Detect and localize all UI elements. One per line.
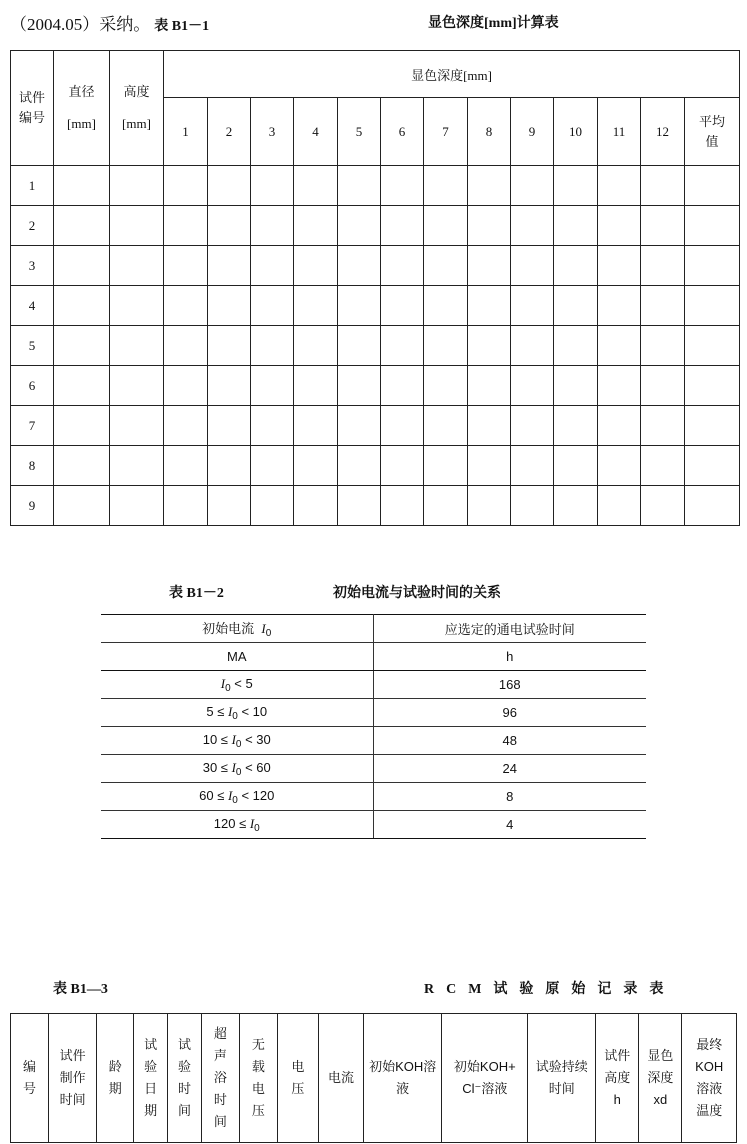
rcm-header-text: 超声浴时间 [213, 1026, 227, 1129]
empty-cell[interactable] [424, 286, 468, 326]
current-subscript: 0 [232, 710, 238, 722]
current-symbol: I [227, 787, 233, 803]
rcm-header-cell [168, 1014, 202, 1143]
empty-cell[interactable] [338, 326, 381, 366]
empty-cell[interactable] [641, 486, 685, 526]
rcm-header-cell [134, 1014, 168, 1143]
header-average-text: 平均值 [699, 113, 726, 149]
empty-cell[interactable] [598, 406, 641, 446]
empty-cell[interactable] [251, 446, 294, 486]
table3-label: 表 B1—3 [53, 982, 108, 997]
table-row [101, 811, 646, 839]
range-lower: 5 ≤ [206, 703, 228, 719]
range-lower: 30 ≤ [202, 759, 232, 775]
header-depth-col: 8 [468, 98, 511, 166]
empty-cell[interactable] [110, 366, 164, 406]
rcm-header-text: 无载电压 [251, 1037, 265, 1118]
empty-cell[interactable] [641, 166, 685, 206]
empty-cell[interactable] [110, 326, 164, 366]
current-symbol: I [261, 621, 266, 636]
header-diameter-label: 直径 [68, 84, 95, 99]
empty-cell[interactable] [54, 446, 110, 486]
current-subscript: 0 [254, 822, 260, 834]
table1-title: 显色深度[mm]计算表 [428, 16, 559, 31]
empty-cell[interactable] [511, 326, 554, 366]
empty-cell[interactable] [251, 246, 294, 286]
empty-cell[interactable] [468, 206, 511, 246]
empty-cell[interactable] [251, 326, 294, 366]
empty-cell[interactable] [381, 406, 424, 446]
table2-label: 表 B1－2 [169, 586, 224, 601]
table2-title: 初始电流与试验时间的关系 [333, 586, 501, 601]
empty-cell[interactable] [164, 486, 208, 526]
range-upper: < 120 [237, 787, 275, 803]
empty-cell[interactable] [511, 406, 554, 446]
empty-cell[interactable] [164, 206, 208, 246]
row-number: 5 [11, 326, 54, 366]
empty-cell[interactable] [294, 406, 338, 446]
empty-cell[interactable] [641, 246, 685, 286]
empty-cell[interactable] [164, 166, 208, 206]
empty-cell[interactable] [164, 246, 208, 286]
empty-cell[interactable] [110, 206, 164, 246]
empty-cell[interactable] [554, 206, 598, 246]
rcm-record-table [10, 1013, 737, 1143]
empty-cell[interactable] [54, 206, 110, 246]
table-row [11, 366, 740, 406]
rcm-header-row [11, 1014, 737, 1143]
current-symbol: I [231, 759, 236, 775]
empty-cell[interactable] [598, 286, 641, 326]
rcm-header-text: 试件高度h [604, 1048, 631, 1107]
rcm-header-text: 电流 [328, 1070, 355, 1085]
empty-cell[interactable] [685, 286, 740, 326]
unit-current: MA [101, 643, 373, 671]
test-hours: 48 [373, 727, 646, 755]
empty-cell[interactable] [598, 446, 641, 486]
empty-cell[interactable] [554, 286, 598, 326]
empty-cell[interactable] [54, 366, 110, 406]
empty-cell[interactable] [208, 206, 251, 246]
empty-cell[interactable] [468, 446, 511, 486]
empty-cell[interactable] [468, 246, 511, 286]
empty-cell[interactable] [424, 326, 468, 366]
current-range [101, 671, 373, 699]
empty-cell[interactable] [208, 486, 251, 526]
empty-cell[interactable] [251, 366, 294, 406]
empty-cell[interactable] [424, 246, 468, 286]
table-row [101, 727, 646, 755]
test-hours: 24 [373, 755, 646, 783]
rcm-header-text: 龄期 [108, 1059, 122, 1096]
empty-cell[interactable] [468, 366, 511, 406]
empty-cell[interactable] [338, 166, 381, 206]
empty-cell[interactable] [598, 486, 641, 526]
depth-table-body [11, 166, 740, 526]
header-depth-col: 6 [381, 98, 424, 166]
rcm-header-cell [442, 1014, 528, 1143]
header-depth-col: 1 [164, 98, 208, 166]
empty-cell[interactable] [164, 286, 208, 326]
empty-cell[interactable] [381, 486, 424, 526]
empty-cell[interactable] [208, 366, 251, 406]
rcm-header-cell [318, 1014, 363, 1143]
empty-cell[interactable] [381, 446, 424, 486]
empty-cell[interactable] [598, 206, 641, 246]
table-row [11, 206, 740, 246]
empty-cell[interactable] [110, 486, 164, 526]
empty-cell[interactable] [54, 326, 110, 366]
rcm-header-cell [682, 1014, 737, 1143]
empty-cell[interactable] [685, 406, 740, 446]
empty-cell[interactable] [554, 486, 598, 526]
rcm-header-cell [97, 1014, 134, 1143]
empty-cell[interactable] [511, 446, 554, 486]
table-row [11, 446, 740, 486]
rcm-header-cell [639, 1014, 682, 1143]
header-average [685, 98, 740, 166]
header-height [110, 51, 164, 166]
empty-cell[interactable] [251, 286, 294, 326]
header-depth-col: 4 [294, 98, 338, 166]
current-subscript: 0 [235, 738, 242, 750]
empty-cell[interactable] [338, 446, 381, 486]
empty-cell[interactable] [468, 166, 511, 206]
depth-calculation-table [10, 50, 740, 526]
empty-cell[interactable] [554, 366, 598, 406]
empty-cell[interactable] [164, 406, 208, 446]
empty-cell[interactable] [641, 366, 685, 406]
rcm-header-cell [239, 1014, 277, 1143]
empty-cell[interactable] [598, 366, 641, 406]
unit-time: h [373, 643, 646, 671]
test-hours: 4 [373, 811, 646, 839]
range-lower: 10 ≤ [202, 731, 232, 747]
empty-cell[interactable] [381, 246, 424, 286]
empty-cell[interactable] [468, 286, 511, 326]
table-row [11, 246, 740, 286]
empty-cell[interactable] [424, 366, 468, 406]
rcm-header-text: 编号 [22, 1059, 36, 1096]
empty-cell[interactable] [294, 286, 338, 326]
empty-cell[interactable] [641, 446, 685, 486]
empty-cell[interactable] [424, 206, 468, 246]
empty-cell[interactable] [641, 206, 685, 246]
range-lower: 120 ≤ [213, 815, 250, 831]
rcm-header-cell [11, 1014, 49, 1143]
empty-cell[interactable] [338, 366, 381, 406]
header-depth-col: 7 [424, 98, 468, 166]
header-height-unit: [mm] [122, 116, 151, 131]
empty-cell[interactable] [468, 486, 511, 526]
empty-cell[interactable] [338, 486, 381, 526]
empty-cell[interactable] [511, 366, 554, 406]
current-symbol: I [231, 731, 236, 747]
empty-cell[interactable] [554, 246, 598, 286]
header-diameter [54, 51, 110, 166]
table3-title: RCM试验原始记录表 [424, 982, 676, 997]
header-depth-col: 5 [338, 98, 381, 166]
empty-cell[interactable] [511, 486, 554, 526]
empty-cell[interactable] [685, 166, 740, 206]
empty-cell[interactable] [685, 366, 740, 406]
header-left-text: （2004.05）采纳。 [10, 15, 151, 34]
empty-cell[interactable] [511, 286, 554, 326]
header-depth-col: 10 [554, 98, 598, 166]
test-hours: 96 [373, 699, 646, 727]
table-row [101, 783, 646, 811]
header-depth-col: 12 [641, 98, 685, 166]
current-range [101, 727, 373, 755]
rcm-header-text: 显色深度xd [647, 1048, 674, 1107]
row-number: 2 [11, 206, 54, 246]
empty-cell[interactable] [381, 286, 424, 326]
empty-cell[interactable] [338, 286, 381, 326]
rcm-header-text: 初始KOH+Cl⁻溶液 [453, 1059, 516, 1096]
empty-cell[interactable] [511, 246, 554, 286]
empty-cell[interactable] [381, 166, 424, 206]
empty-cell[interactable] [598, 246, 641, 286]
range-upper: < 30 [241, 731, 271, 747]
current-subscript: 0 [232, 794, 238, 806]
rcm-header-cell [48, 1014, 96, 1143]
row-number: 4 [11, 286, 54, 326]
empty-cell[interactable] [424, 446, 468, 486]
empty-cell[interactable] [424, 486, 468, 526]
table-row [101, 755, 646, 783]
range-upper: < 60 [241, 759, 271, 775]
current-range [101, 783, 373, 811]
header-specimen-number [11, 51, 54, 166]
current-symbol: I [249, 815, 255, 831]
empty-cell[interactable] [468, 326, 511, 366]
empty-cell[interactable] [208, 286, 251, 326]
empty-cell[interactable] [424, 406, 468, 446]
rcm-header-cell [596, 1014, 639, 1143]
current-symbol: I [227, 703, 233, 719]
rcm-header-text: 试验时间 [177, 1037, 191, 1118]
empty-cell[interactable] [294, 366, 338, 406]
rcm-header-cell [364, 1014, 442, 1143]
header-depth-col: 2 [208, 98, 251, 166]
current-subscript: 0 [235, 766, 242, 778]
empty-cell[interactable] [208, 406, 251, 446]
empty-cell[interactable] [381, 326, 424, 366]
current-range [101, 755, 373, 783]
table-row [11, 326, 740, 366]
row-number: 1 [11, 166, 54, 206]
test-hours: 8 [373, 783, 646, 811]
header-depth-group: 显色深度[mm] [164, 51, 740, 98]
header-left [10, 10, 209, 35]
current-subscript: 0 [265, 628, 272, 639]
table1-label: 表 B1－1 [154, 19, 210, 34]
rcm-header-text: 初始KOH溶液 [369, 1059, 437, 1096]
range-upper: < 10 [237, 703, 268, 719]
table-row [11, 166, 740, 206]
empty-cell[interactable] [294, 446, 338, 486]
empty-cell[interactable] [554, 446, 598, 486]
empty-cell[interactable] [251, 166, 294, 206]
empty-cell[interactable] [598, 326, 641, 366]
empty-cell[interactable] [54, 246, 110, 286]
empty-cell[interactable] [54, 486, 110, 526]
row-number: 6 [11, 366, 54, 406]
empty-cell[interactable] [424, 166, 468, 206]
empty-cell[interactable] [164, 366, 208, 406]
table-row [101, 671, 646, 699]
current-subscript: 0 [225, 682, 231, 694]
rcm-header-text: 试验持续时间 [535, 1059, 588, 1096]
row-number: 9 [11, 486, 54, 526]
empty-cell[interactable] [208, 246, 251, 286]
header-height-label: 高度 [123, 84, 150, 99]
empty-cell[interactable] [381, 366, 424, 406]
range-lower: 60 ≤ [199, 787, 228, 803]
empty-cell[interactable] [164, 326, 208, 366]
table-row [101, 699, 646, 727]
table-row [11, 406, 740, 446]
header-depth-col: 11 [598, 98, 641, 166]
empty-cell[interactable] [110, 286, 164, 326]
empty-cell[interactable] [685, 246, 740, 286]
header-depth-col: 3 [251, 98, 294, 166]
empty-cell[interactable] [294, 166, 338, 206]
empty-cell[interactable] [294, 246, 338, 286]
empty-cell[interactable] [251, 206, 294, 246]
row-number: 3 [11, 246, 54, 286]
empty-cell[interactable] [164, 446, 208, 486]
empty-cell[interactable] [208, 446, 251, 486]
empty-cell[interactable] [554, 166, 598, 206]
empty-cell[interactable] [511, 206, 554, 246]
empty-cell[interactable] [110, 406, 164, 446]
rcm-header-cell [528, 1014, 596, 1143]
header-test-time: 应选定的通电试验时间 [373, 615, 646, 643]
empty-cell[interactable] [511, 166, 554, 206]
empty-cell[interactable] [598, 166, 641, 206]
rcm-header-text: 最终KOH溶液温度 [695, 1037, 724, 1118]
row-number: 7 [11, 406, 54, 446]
current-range [101, 811, 373, 839]
empty-cell[interactable] [294, 486, 338, 526]
empty-cell[interactable] [110, 446, 164, 486]
empty-cell[interactable] [294, 206, 338, 246]
empty-cell[interactable] [251, 406, 294, 446]
header-initial-current-text: 初始电流 [202, 621, 255, 636]
row-number: 8 [11, 446, 54, 486]
current-symbol: I [220, 675, 226, 691]
header-specimen-number-text: 试件编号 [18, 90, 45, 125]
empty-cell[interactable] [338, 206, 381, 246]
range-upper: < 5 [230, 675, 253, 691]
empty-cell[interactable] [54, 166, 110, 206]
table-row [11, 286, 740, 326]
table-row [11, 486, 740, 526]
empty-cell[interactable] [381, 206, 424, 246]
test-hours: 168 [373, 671, 646, 699]
empty-cell[interactable] [685, 326, 740, 366]
rcm-header-cell [277, 1014, 318, 1143]
empty-cell[interactable] [468, 406, 511, 446]
rcm-header-text: 试验日期 [144, 1037, 158, 1118]
current-time-body [101, 671, 646, 839]
empty-cell[interactable] [641, 406, 685, 446]
empty-cell[interactable] [54, 286, 110, 326]
empty-cell[interactable] [294, 326, 338, 366]
empty-cell[interactable] [110, 246, 164, 286]
current-time-table [101, 614, 646, 839]
header-diameter-unit: [mm] [67, 116, 96, 131]
empty-cell[interactable] [685, 206, 740, 246]
empty-cell[interactable] [54, 406, 110, 446]
empty-cell[interactable] [685, 486, 740, 526]
empty-cell[interactable] [208, 326, 251, 366]
empty-cell[interactable] [338, 406, 381, 446]
empty-cell[interactable] [338, 246, 381, 286]
empty-cell[interactable] [251, 486, 294, 526]
empty-cell[interactable] [110, 166, 164, 206]
rcm-header-text: 试件制作时间 [59, 1048, 86, 1107]
rcm-header-text: 电压 [291, 1059, 305, 1096]
empty-cell[interactable] [554, 326, 598, 366]
current-range [101, 699, 373, 727]
rcm-header-cell [201, 1014, 239, 1143]
empty-cell[interactable] [641, 286, 685, 326]
header-initial-current [101, 615, 373, 643]
empty-cell[interactable] [554, 406, 598, 446]
empty-cell[interactable] [685, 446, 740, 486]
header-depth-col: 9 [511, 98, 554, 166]
empty-cell[interactable] [208, 166, 251, 206]
empty-cell[interactable] [641, 326, 685, 366]
